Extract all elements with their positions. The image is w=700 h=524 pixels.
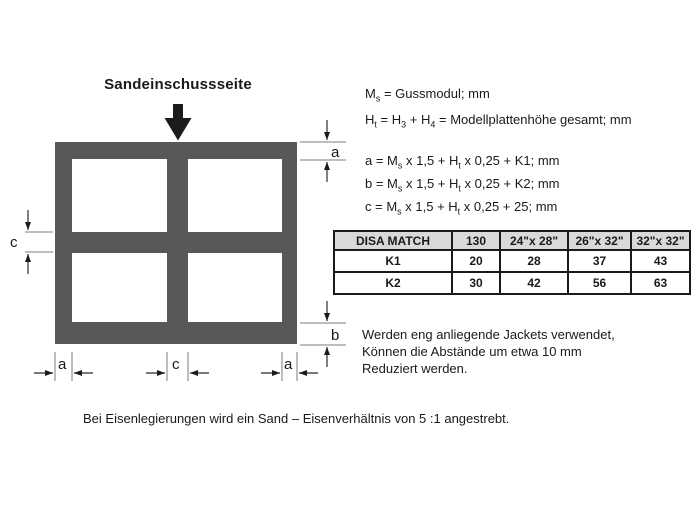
formula-c: $c = M_s$ x $1,5 + H_t$ x 0,25 + 25; mm: [365, 199, 558, 217]
dim-label-c-bottom-middle: c: [172, 356, 180, 373]
table-header-disa-match: DISA MATCH: [334, 231, 452, 250]
sand-iron-ratio-note: Bei Eisenlegierungen wird ein Sand – Eisenverhältnis von 5 :1 angestrebt.: [83, 411, 510, 426]
formulas: [365, 149, 560, 218]
table-header-row: [334, 231, 690, 250]
jackets-note: [362, 326, 615, 377]
jackets-note-line1: Werden eng anliegende Jackets verwendet,: [362, 327, 615, 342]
frame-window-bottom-left: [72, 253, 167, 322]
k2-value-32x32: 63: [631, 272, 690, 294]
definition-modellplattenhoehe: $H_t = H_3 + H_4$ = Modellplattenhöhe gesamt; mm: [365, 112, 632, 130]
jackets-note-line3: Reduziert werden.: [362, 361, 468, 376]
formula-a: $a = M_s$ x $1,5 + H_t$ x 0,25 + K1; mm: [365, 153, 560, 171]
dim-label-c-left: c: [10, 234, 18, 251]
row-label-k1: K1: [334, 250, 452, 272]
table-header-32x32: 32"x 32": [631, 231, 690, 250]
frame-window-top-right: [188, 159, 282, 232]
dim-label-a-bottom-right: a: [284, 356, 293, 373]
frame-window-top-left: [72, 159, 167, 232]
jackets-note-line2: Können die Abstände um etwa 10 mm: [362, 344, 582, 359]
table-header-24x28: 24"x 28": [500, 231, 568, 250]
k1-value-26x32: 37: [568, 250, 631, 272]
k2-value-130: 30: [452, 272, 500, 294]
dim-label-a-bottom-left: a: [58, 356, 67, 373]
sand-injection-arrow-icon: [165, 104, 192, 141]
formula-b: $b = M_s$ x $1,5 + H_t$ x 0,25 + K2; mm: [365, 176, 560, 194]
symbol-definitions: [365, 81, 632, 133]
k1-value-24x28: 28: [500, 250, 568, 272]
frame-window-bottom-right: [188, 253, 282, 322]
dim-label-b-bottom-right: b: [331, 327, 340, 344]
dim-label-a-top-right: a: [331, 144, 340, 161]
table-row: [334, 250, 690, 272]
table-header-130: 130: [452, 231, 500, 250]
k2-value-26x32: 56: [568, 272, 631, 294]
table-row: [334, 272, 690, 294]
k1-value-32x32: 43: [631, 250, 690, 272]
disa-match-table: [333, 230, 691, 295]
table-header-26x32: 26"x 32": [568, 231, 631, 250]
k1-value-130: 20: [452, 250, 500, 272]
diagram-title: Sandeinschussseite: [104, 76, 252, 93]
definition-gussmodul: $M_s$ = Gussmodul; mm: [365, 86, 490, 104]
k2-value-24x28: 42: [500, 272, 568, 294]
row-label-k2: K2: [334, 272, 452, 294]
